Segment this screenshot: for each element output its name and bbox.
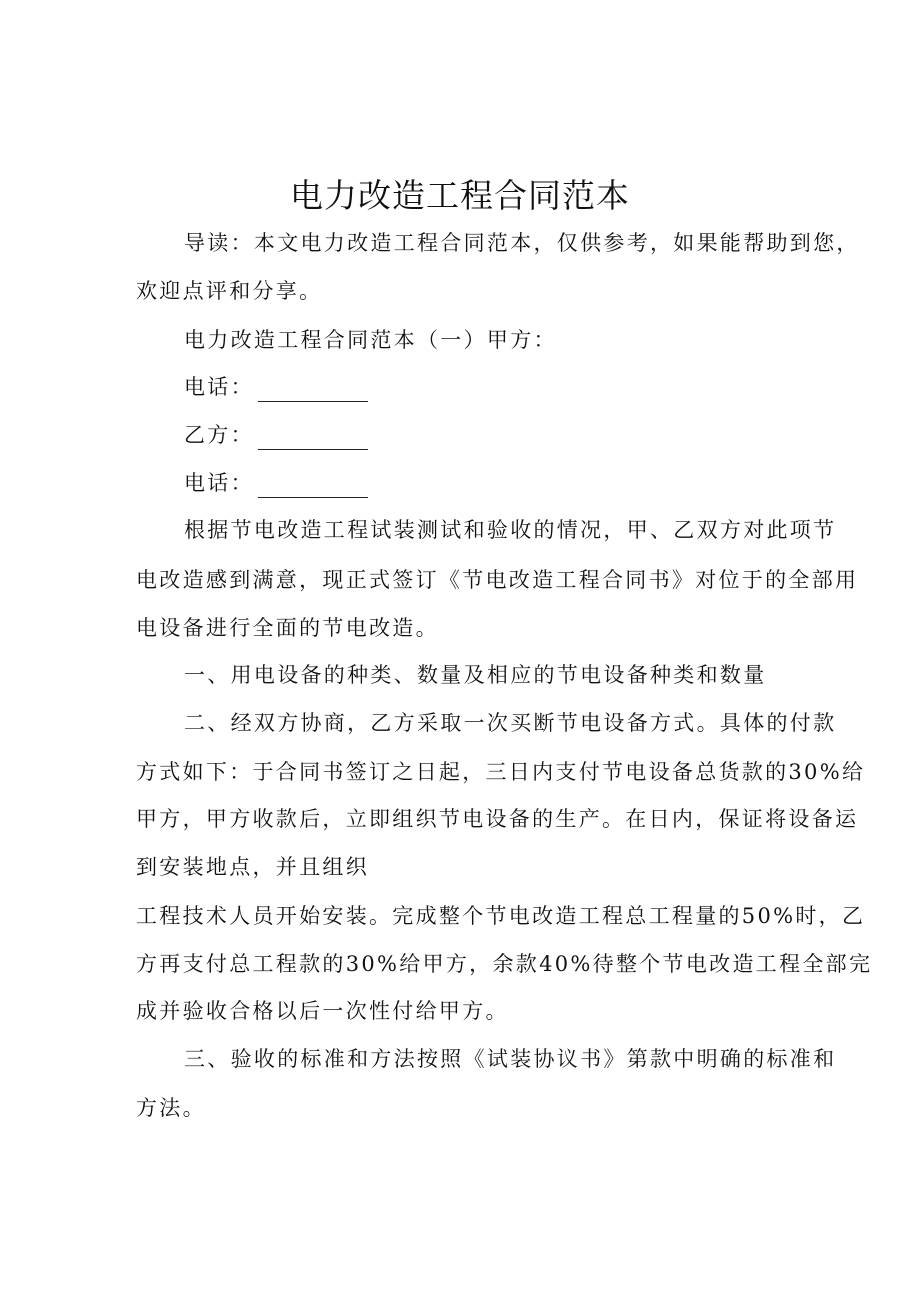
intro-line-1: 导读：本文电力改造工程合同范本，仅供参考，如果能帮助到您， xyxy=(184,231,860,255)
party-a-phone-blank xyxy=(258,379,368,402)
clause-two-line: 工程技术人员开始安装。完成整个节电改造工程总工程量的50%时，乙 xyxy=(136,904,866,928)
clause-two-line: 到安装地点，并且组织 xyxy=(136,855,369,879)
clause-two-line: 成并验收合格以后一次性付给甲方。 xyxy=(136,999,509,1023)
clause-three-line: 方法。 xyxy=(136,1096,206,1120)
party-a-phone xyxy=(184,372,368,402)
paragraph-line: 根据节电改造工程试装测试和验收的情况，甲、乙双方对此项节 xyxy=(184,518,837,542)
clause-one: 一、用电设备的种类、数量及相应的节电设备种类和数量 xyxy=(184,663,767,687)
party-b-label: 乙方： xyxy=(184,423,254,447)
contract-heading: 电力改造工程合同范本（一）甲方： xyxy=(184,328,557,352)
clause-two-line: 甲方，甲方收款后，立即组织节电设备的生产。在日内，保证将设备运 xyxy=(136,807,859,831)
party-b-blank xyxy=(258,427,368,450)
paragraph-line: 电设备进行全面的节电改造。 xyxy=(136,616,439,640)
party-b-phone-label: 电话： xyxy=(184,471,254,495)
document-title: 电力改造工程合同范本 xyxy=(290,176,630,215)
party-b xyxy=(184,420,368,450)
clause-two-line: 二、经双方协商，乙方采取一次买断节电设备方式。具体的付款 xyxy=(184,711,837,735)
party-b-phone xyxy=(184,468,368,498)
clause-two-line: 方式如下：于合同书签订之日起，三日内支付节电设备总货款的30%给 xyxy=(136,760,866,784)
paragraph-line: 电改造感到满意，现正式签订《节电改造工程合同书》对位于的全部用 xyxy=(136,568,859,592)
clause-three-line: 三、验收的标准和方法按照《试装协议书》第款中明确的标准和 xyxy=(184,1047,837,1071)
party-a-phone-label: 电话： xyxy=(184,375,254,399)
intro-line-2: 欢迎点评和分享。 xyxy=(136,279,323,303)
clause-two-line: 方再支付总工程款的30%给甲方，余款40%待整个节电改造工程全部完 xyxy=(136,952,873,976)
party-b-phone-blank xyxy=(258,475,368,498)
